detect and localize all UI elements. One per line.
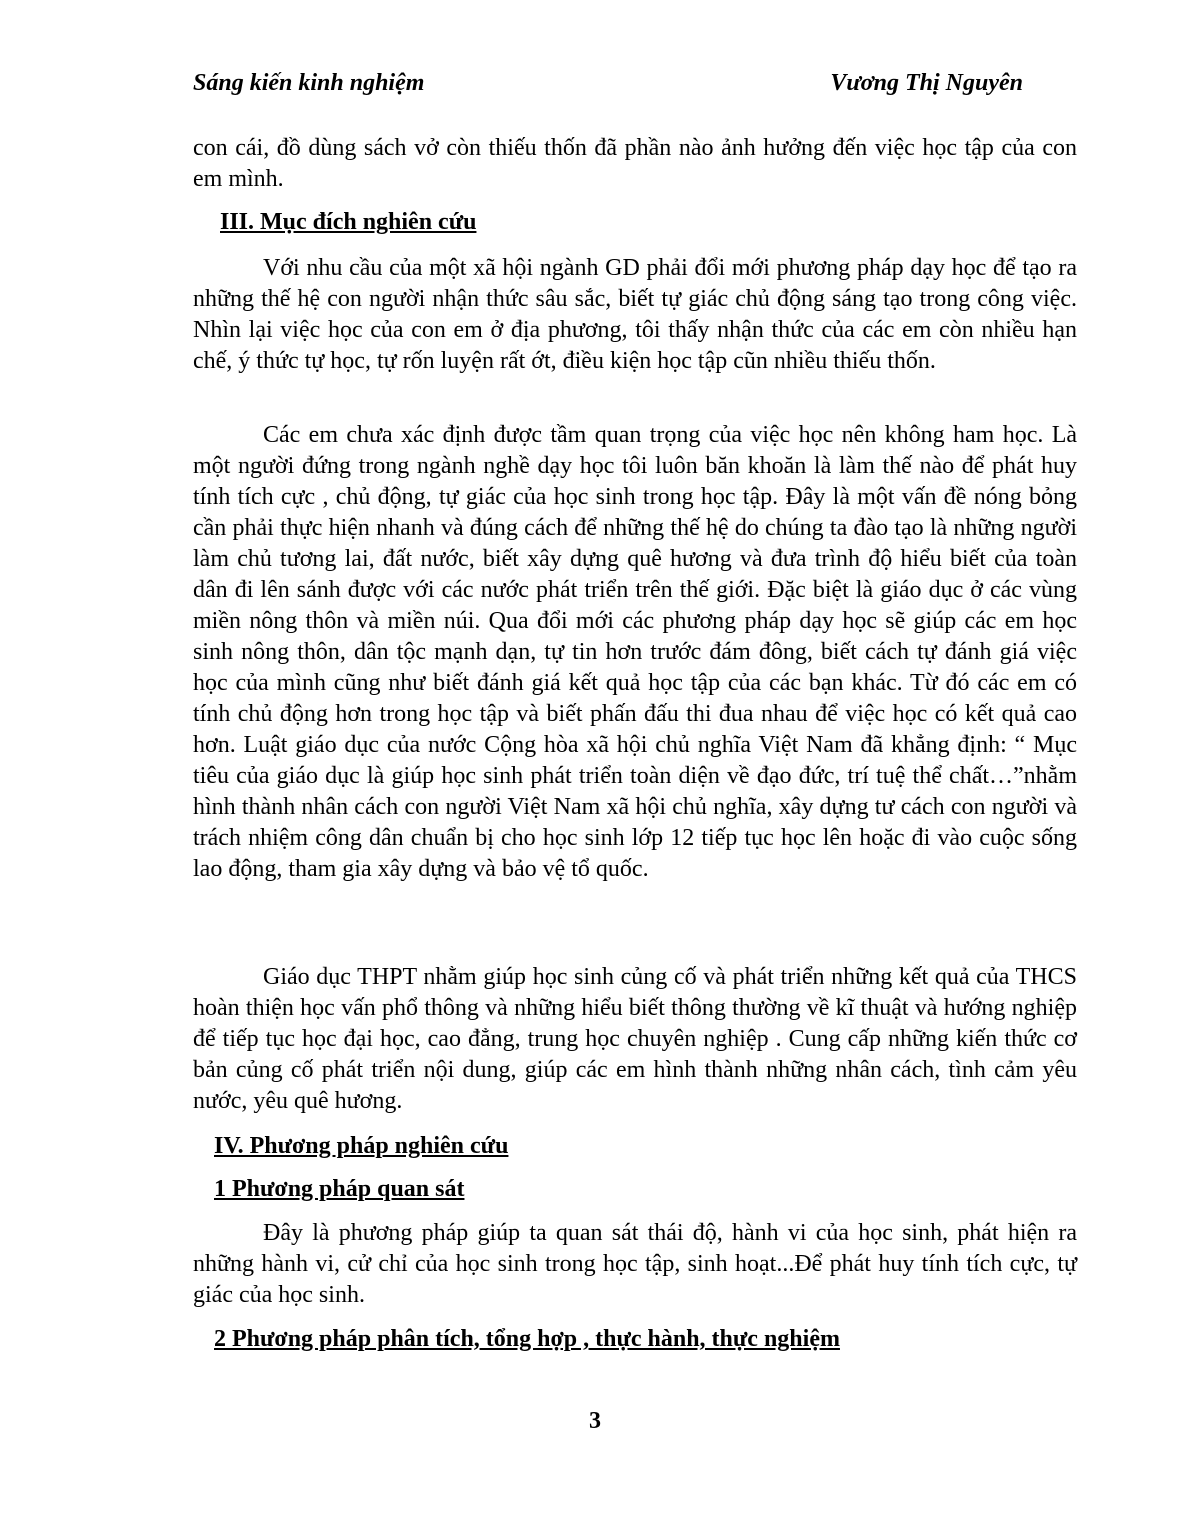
paragraph-purpose-3: Giáo dục THPT nhằm giúp học sinh củng cố và phát triển những kết quả của THCS hoàn thiện học vấn phổ thông và những hiểu biết thông thường về kĩ thuật và hướng nghiệp để tiếp tục học đại học, cao đẳng, trung học chuyên nghiệp . Cung cấp những kiến thức cơ bản củng cố phát triển nội dung, giúp các em hình thành những nhân cách, tình cảm yêu nước, yêu quê hương.	[193, 964, 1077, 1114]
paragraph-purpose-2: Các em chưa xác định được tầm quan trọng của việc học nên không ham học. Là một người đứng trong ngành nghề dạy học tôi luôn băn khoăn là làm thế nào để phát huy tính tích cực , chủ động, tự giác của học sinh trong học tập. Đây là một vấn đề nóng bỏng cần phải thực hiện nhanh và đúng cách để những thế hệ do chúng ta đào tạo là những người làm chủ tương lai, đất nước, biết xây dựng quê hương và đưa trình độ hiểu biết của toàn dân đi lên sánh được với các nước phát triển trên thế giới. Đặc biệt là giáo dục ở các vùng miền nông thôn và miền núi. Qua đổi mới các phương pháp dạy học sẽ giúp các em học sinh nông thôn, dân tộc mạnh dạn, tự tin hơn trước đám đông, biết cách tự đánh giá việc học của mình cũng như biết đánh giá kết quả học tập của các bạn khác. Từ đó các em có tính chủ động hơn trong học tập và biết phấn đấu thi đua nhau để việc học có kết quả cao hơn. Luật giáo dục của nước Cộng hòa xã hội chủ nghĩa Việt Nam đã khẳng định: “ Mục tiêu của giáo dục là giúp học sinh phát triển toàn diện về đạo đức, trí tuệ thể chất…”nhằm hình thành nhân cách con người Việt Nam xã hội chủ nghĩa, xây dựng tư cách con người và trách nhiệm công dân chuẩn bị cho học sinh lớp 12 tiếp tục học lên hoặc đi vào cuộc sống lao động, tham gia xây dựng và bảo vệ tổ quốc.	[193, 422, 1077, 882]
paragraph-purpose-1: Với nhu cầu của một xã hội ngành GD phải đổi mới phương pháp dạy học để tạo ra những thế hệ con người nhận thức sâu sắc, biết tự giác chủ động sáng tạo trong công việc. Nhìn lại việc học của con em ở địa phương, tôi thấy nhận thức của các em còn nhiều hạn chế, ý thức tự học, tự rốn luyện rất ớt, điều kiện học tập cũn nhiều thiếu thốn.	[193, 255, 1077, 374]
page-header	[193, 70, 1023, 106]
heading-research-methods: IV. Phương pháp nghiên cứu	[214, 1133, 509, 1159]
paragraph-continuation: con cái, đồ dùng sách vở còn thiếu thốn đã phần nào ảnh hưởng đến việc học tập của con em mình.	[193, 135, 1077, 192]
heading-observation-method: 1 Phương pháp quan sát	[214, 1176, 465, 1202]
header-title: Sáng kiến kinh nghiệm	[193, 70, 425, 96]
heading-analysis-method: 2 Phương pháp phân tích, tổng hợp , thực hành, thực nghiệm	[214, 1326, 840, 1352]
heading-research-purpose: III. Mục đích nghiên cứu	[220, 209, 477, 235]
header-author: Vương Thị Nguyên	[830, 70, 1023, 96]
page-number: 3	[589, 1408, 601, 1434]
paragraph-observation: Đây là phương pháp giúp ta quan sát thái độ, hành vi của học sinh, phát hiện ra những hành vi, cử chỉ của học sinh trong học tập, sinh hoạt...Để phát huy tính tích cực, tự giác của học sinh.	[193, 1220, 1077, 1308]
